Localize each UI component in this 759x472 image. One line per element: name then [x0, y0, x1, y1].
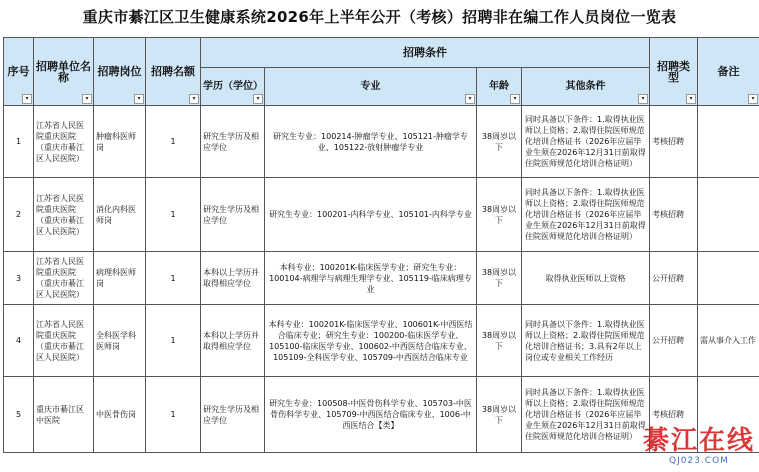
cell-seq: 4 [4, 305, 34, 377]
site-watermark [643, 426, 755, 466]
cell-age: 38周岁以下 [477, 377, 522, 453]
header-quota: 招聘名额 ▾ [146, 38, 201, 106]
cell-age: 38周岁以下 [477, 178, 522, 252]
filter-dropdown-icon[interactable]: ▾ [686, 94, 696, 104]
filter-dropdown-icon[interactable]: ▾ [189, 94, 199, 104]
cell-type: 考核招聘 [650, 106, 698, 178]
cell-seq: 3 [4, 252, 34, 305]
cell-major: 本科专业：100201K-临床医学专业、100601K-中西医结合临床专业；研究生专业：100200-临床医学专业、105100-临床医学专业、100602-中西医结合临床专业、105109-全科医学专业、105709-中西医结合临床专业 [265, 305, 477, 377]
cell-type: 考核招聘 [650, 178, 698, 252]
watermark-logo-text: 綦江在线 [642, 426, 755, 456]
cell-remark [698, 106, 759, 178]
page-title: 重庆市綦江区卫生健康系统2026年上半年公开（考核）招聘非在编工作人员岗位一览表 [82, 8, 677, 26]
header-remark: 备注 ▾ [698, 38, 759, 106]
cell-edu: 本科以上学历并取得相应学位 [201, 252, 265, 305]
cell-seq: 1 [4, 106, 34, 178]
header-type: 招聘类型 ▾ [650, 38, 698, 106]
table-row[interactable] [4, 178, 759, 252]
header-conditions: 招聘条件 [201, 38, 650, 68]
cell-major: 本科专业：100201K-临床医学专业；研究生专业：100104-病理学与病理生理学专业、105119-临床病理专业 [265, 252, 477, 305]
cell-unit: 江苏省人民医院重庆医院（重庆市綦江区人民医院） [34, 252, 94, 305]
cell-type: 考核招聘 [650, 377, 698, 453]
cell-post: 肿瘤科医师岗 [94, 106, 146, 178]
filter-dropdown-icon[interactable]: ▾ [253, 94, 263, 104]
cell-edu: 研究生学历及相应学位 [201, 106, 265, 178]
cell-other: 同时具备以下条件：1.取得执业医师以上资格；2.取得住院医师规范化培训合格证书（2026年应届毕业生须在2026年12月31日前取得住院医师规范化培训合格证明） [522, 106, 650, 178]
cell-unit: 江苏省人民医院重庆医院（重庆市綦江区人民医院） [34, 305, 94, 377]
cell-post: 中医骨伤岗 [94, 377, 146, 453]
cell-edu: 研究生学历及相应学位 [201, 377, 265, 453]
cell-unit: 重庆市綦江区中医院 [34, 377, 94, 453]
filter-dropdown-icon[interactable]: ▾ [638, 94, 648, 104]
cell-quota: 1 [146, 305, 201, 377]
table-row[interactable] [4, 106, 759, 178]
cell-post: 病理科医师岗 [94, 252, 146, 305]
cell-age: 38周岁以下 [477, 305, 522, 377]
cell-post: 全科医学科医师岗 [94, 305, 146, 377]
header-major: 专业 ▾ [265, 68, 477, 106]
cell-remark [698, 178, 759, 252]
cell-major: 研究生专业：100201-内科学专业、105101-内科学专业 [265, 178, 477, 252]
watermark-site-url: QJ023.COM [669, 456, 729, 466]
table-row[interactable] [4, 252, 759, 305]
cell-remark [698, 252, 759, 305]
cell-seq: 5 [4, 377, 34, 453]
cell-major: 研究生专业：100214-肿瘤学专业、105121-肿瘤学专业、105122-放射肿瘤学专业 [265, 106, 477, 178]
cell-age: 38周岁以下 [477, 252, 522, 305]
cell-quota: 1 [146, 106, 201, 178]
cell-quota: 1 [146, 178, 201, 252]
header-unit: 招聘单位名称 ▾ [34, 38, 94, 106]
cell-edu: 本科以上学历并取得相应学位 [201, 305, 265, 377]
header-edu: 学历（学位） ▾ [201, 68, 265, 106]
cell-seq: 2 [4, 178, 34, 252]
header-seq: 序号 ▾ [4, 38, 34, 106]
filter-dropdown-icon[interactable]: ▾ [465, 94, 475, 104]
cell-other: 取得执业医师以上资格 [522, 252, 650, 305]
cell-other: 同时具备以下条件：1.取得执业医师以上资格；2.取得住院医师规范化培训合格证书（2026年应届毕业生须在2026年12月31日前取得住院医师规范化培训合格证明） [522, 377, 650, 453]
cell-post: 消化内科医师岗 [94, 178, 146, 252]
cell-age: 38周岁以下 [477, 106, 522, 178]
header-post: 招聘岗位 ▾ [94, 38, 146, 106]
cell-quota: 1 [146, 252, 201, 305]
cell-type: 公开招聘 [650, 252, 698, 305]
filter-dropdown-icon[interactable]: ▾ [22, 94, 32, 104]
positions-table [3, 37, 759, 453]
table-row[interactable] [4, 305, 759, 377]
header-other: 其他条件 ▾ [522, 68, 650, 106]
filter-dropdown-icon[interactable]: ▾ [510, 94, 520, 104]
header-age: 年龄 ▾ [477, 68, 522, 106]
cell-other: 同时具备以下条件：1.取得执业医师以上资格；2.取得住院医师规范化培训合格证书；3.具有2年以上岗位或专业相关工作经历 [522, 305, 650, 377]
cell-unit: 江苏省人民医院重庆医院（重庆市綦江区人民医院） [34, 178, 94, 252]
filter-dropdown-icon[interactable]: ▾ [748, 94, 758, 104]
cell-other: 同时具备以下条件：1.取得执业医师以上资格；2.取得住院医师规范化培训合格证书（2026年应届毕业生须在2026年12月31日前取得住院医师规范化培训合格证明） [522, 178, 650, 252]
filter-dropdown-icon[interactable]: ▾ [82, 94, 92, 104]
cell-edu: 研究生学历及相应学位 [201, 178, 265, 252]
cell-type: 公开招聘 [650, 305, 698, 377]
cell-quota: 1 [146, 377, 201, 453]
cell-major: 研究生专业：100508-中医骨伤科学专业、105703-中医骨伤科学专业、105709-中西医结合临床专业、1006-中西医结合【类】 [265, 377, 477, 453]
filter-dropdown-icon[interactable]: ▾ [134, 94, 144, 104]
cell-unit: 江苏省人民医院重庆医院（重庆市綦江区人民医院） [34, 106, 94, 178]
cell-remark: 需从事介入工作 [698, 305, 759, 377]
